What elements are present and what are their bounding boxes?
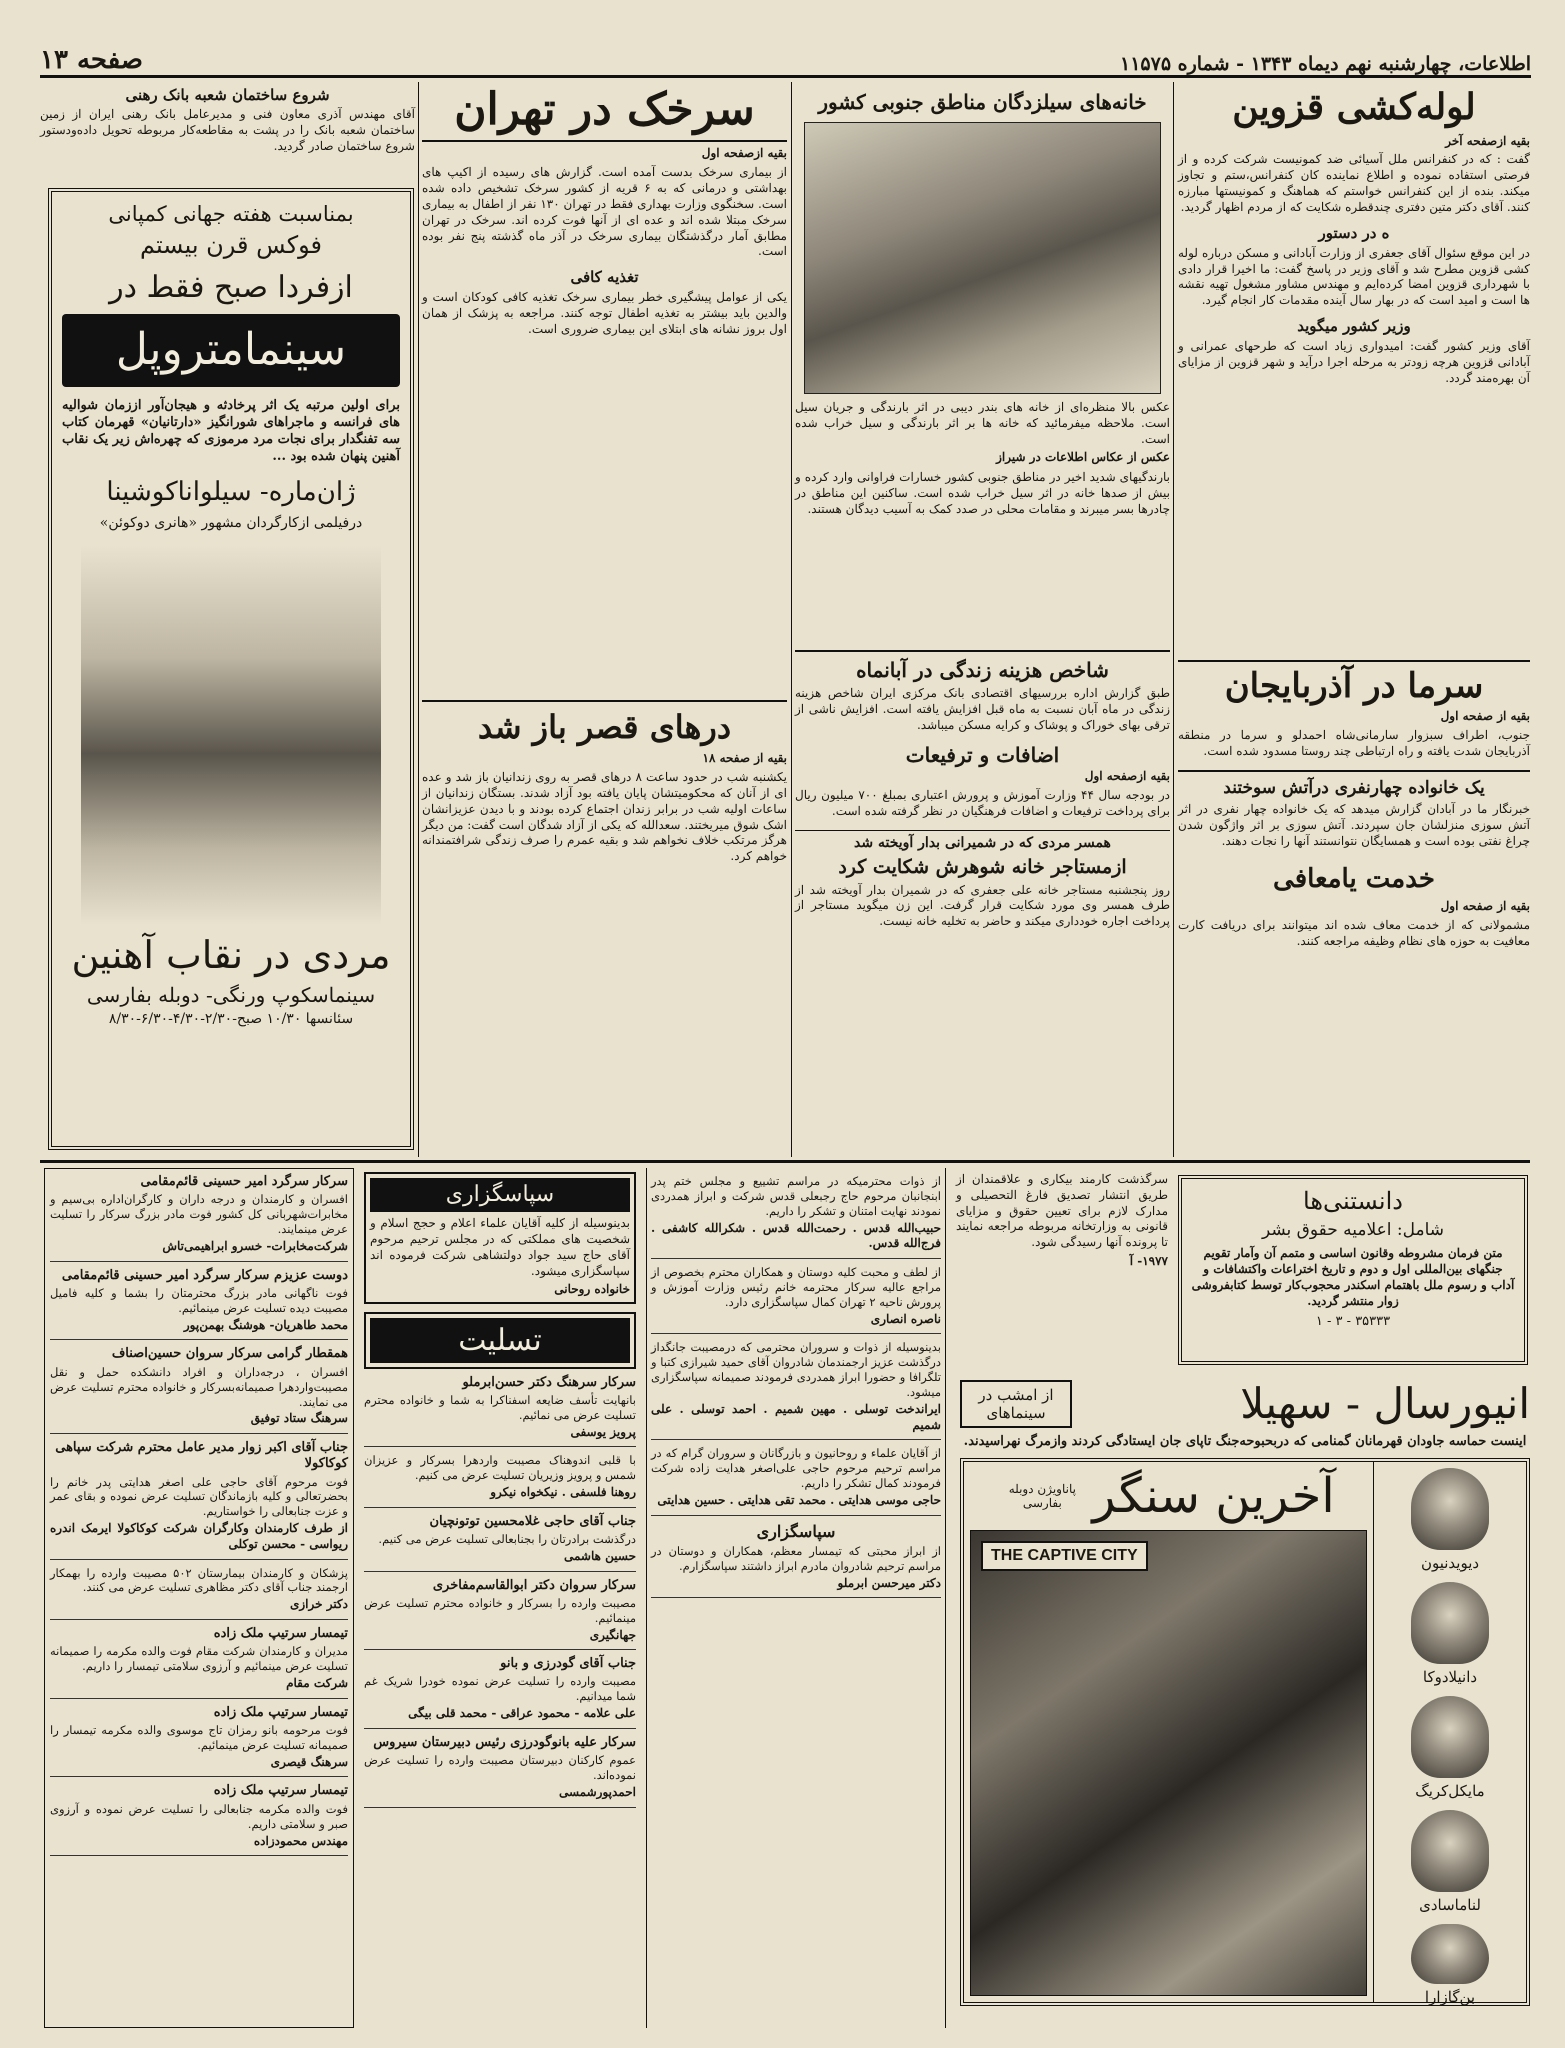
obit-item [651, 1446, 941, 1515]
actor-photo [1411, 1468, 1489, 1550]
ad-title: مردی در نقاب آهنین [71, 933, 391, 978]
ad-cinema [960, 1380, 1530, 2030]
exemption-intro: بقیه از صفحه اول [1440, 898, 1530, 913]
thanks-box [364, 1172, 636, 1304]
article-pipe [1178, 82, 1530, 682]
obit-signature: سرهنگ قیصری [270, 1754, 348, 1769]
section-divider [40, 1160, 1530, 1163]
obit-item [50, 1626, 348, 1699]
obit-body: با قلبی اندوهناک مصیبت واردهرا بسرکار و عزیزان شمس و پرویز وزیریان تسلیت عرض می کنیم. [364, 1453, 636, 1483]
obit-signature: حسین هاشمی [563, 1548, 636, 1563]
ad-line-1: بمناسبت هفته جهانی کمپانی [108, 202, 354, 226]
thanks-banner: سپاسگزاری [370, 1178, 630, 1212]
cinema-film-title: آخرین سنگر [1092, 1467, 1335, 1524]
obit-body: از لطف و محبت کلیه دوستان و همکاران محترم بخصوص از مراجع عالیه سرکار محترمه خانم رئیس وزارت آموزش و پرورش ناحیه ۲ تهران کمال سپاسگزاری دارد. [651, 1265, 941, 1309]
obit-signature: دکتر خرازی [289, 1597, 348, 1612]
actor-name: بن‌گازارا [1424, 1987, 1476, 2006]
obit-title: تیمسار سرتیپ ملک زاده [213, 1626, 348, 1641]
actor-name: دیوید‌نیون [1420, 1553, 1480, 1572]
obit-title: همقطار گرامی سرکار سروان حسین‌اصناف [111, 1346, 348, 1362]
thanks-signature: خانواده روحانی [554, 1281, 630, 1296]
obit-signature: روهنا فلسفی . نیکخواه نیکرو [490, 1485, 636, 1500]
subhead-wife: همسر مردی که در شمیرانی بدار آویخته شد [795, 830, 1170, 852]
obit-body: از آقایان علماء و روحانیون و بازرگانان و سروران گرام که در مراسم ترحیم مرحوم حاجی علی‌اصغر هدایت زاده شرکت فرمودند کمال تشکر را داریم. [651, 1446, 941, 1491]
pipe-intro: بقیه ازصفحه آخر [1445, 133, 1530, 148]
headline-tenant: ازمستاجر خانه شوهرش شکایت کرد [838, 855, 1127, 878]
headline-south: خانه‌های سیلزدگان مناطق جنوبی کشور [818, 90, 1147, 114]
obit-signature: شرکت‌مخابرات- خسرو ابراهیمی‌تاش [162, 1239, 348, 1254]
headline-raises: اضافات و ترفیعات [905, 743, 1060, 768]
obit-body: بانهایت تأسف ضایعه اسفناکرا به شما و خانواده محترم تسلیت عرض می نمائیم. [364, 1392, 636, 1422]
page-number: صفحه ۱۳ [40, 45, 143, 75]
ad-description: برای اولین مرتبه یک اثر پرخادثه و هیجان‌آور اززمان شوالیه های فرانسه و ماجراهای شورانگیز «دارتانیان» قهرمان کتاب سه تفنگدار برای نجات مرد مرموزی که چهره‌اش زیر یک نقاب آهنین پنهان شده بود ... [62, 397, 400, 465]
obit-signature: ایراندخت توسلی . مهین شمیم . احمد توسلی . علی شمیم [651, 1402, 941, 1432]
actor-photo [1411, 1924, 1489, 1984]
obit-item [364, 1578, 636, 1651]
obit-body: پزشکان و کارمندان بیمارستان ۵۰۲ مصیبت وارده را بهمکار ارجمند جناب آقای دکتر مظاهری تسلیت عرض می کنند. [50, 1565, 348, 1595]
obit-signature: پرویز یوسفی [570, 1424, 636, 1439]
obit-signature: حبیب‌الله قدس . رحمت‌الله قدس . شکرالله کاشفی . فرج‌الله قدس. [651, 1220, 941, 1251]
obit-title: دوست عزیزم سرکار سرگرد امیر حسینی قائم‌مقامی [61, 1267, 348, 1283]
measles-body-2: یکی از عوامل پیشگیری خطر بیماری سرخک تغذیه کافی کودکان است و والدین باید بیشتر به تغذیه اطفال توجه کنند. مراجعه به پزشک از همان اول بروز نشانه های ابتلای این بیماری ضروری است. [422, 290, 787, 336]
cinema-format: پاناویژن دوبله بفارسی [1008, 1481, 1076, 1510]
pipe-body-2: در این موقع سئوال آقای جعفری از وزارت آبادانی و مسکن درباره لوله کشی قزوین مطرح شد و آقای وزیر در پاسخ گفت: ما اخیرا قرار دادی با شهرداری قزوین امضا کرده‌ایم و مهندس مشاور مشغول تهیه نقشه ها است و امید است که در بهار سال آینده مقدمات کار انجام گیرد. [1178, 245, 1530, 308]
article-living-cost [795, 650, 1170, 1160]
living-cost-body: طبق گزارش اداره بررسیهای اقتصادی بانک مرکزی ایران شاخص هزینه زندگی در ماه آبان نسبت به ماه قبل افزایش یافته است. افزایش ناشی از ترقی بهای خوراک و پوشاک و کرایه مسکن میباشد. [795, 686, 1170, 732]
obit-signature: سرهنگ ستاد توفیق [250, 1411, 348, 1426]
obit-body: مصیبت وارده را بسرکار و خانواده محترم تسلیت عرض مینمائیم. [364, 1595, 636, 1625]
obit-body: عموم کارکنان دبیرستان مصیبت وارده را تسلیت عرض نموده‌اند. [364, 1753, 636, 1783]
obit-item [651, 1174, 941, 1259]
obit-title: جناب آقای اکبر زوار مدیر عامل محترم شرکت سپاهی کوکاکولا [55, 1440, 348, 1472]
qasr-intro: بقیه از صفحه ۱۸ [702, 751, 787, 766]
obit-signature: علی علامه - محمود عراقی - محمد قلی بیگی [408, 1706, 636, 1721]
obit-item [50, 1346, 348, 1434]
obit-signature: دکتر میرحسن ابرملو [837, 1575, 941, 1590]
obit-body: از ابراز محبتی که تیمسار معظم، همکاران و دوستان در مراسم ترحیم شادروان مادرم ابراز داشتند سپاسگزارم. [651, 1543, 941, 1573]
obit-signature: محمد طاهریان- هوشنگ بهمن‌پور [183, 1317, 348, 1332]
obit-item [50, 1566, 348, 1620]
pipe-subhead-1: ه در دستور [1318, 223, 1390, 242]
cast-column [1373, 1462, 1526, 2006]
book-phone: ۳۵۳۳۳ - ۳ - ۱ [1315, 1313, 1391, 1329]
flood-photo [804, 122, 1161, 394]
article-south [795, 82, 1170, 642]
fire-body: خبرنگار ما در آبادان گزارش میدهد که یک خانواده چهار نفری در اثر آتش سوزی منزلشان جان سپردند. آتش سوزی بر اثر واژگون شدن چراغ نفتی بوده است و همسایگان نتوانستند آنها را نجات دهند. [1178, 802, 1530, 848]
obit-title: تیمسار سرتیپ ملک زاده [213, 1783, 348, 1799]
headline-building: شروع ساختمان شعبه بانک رهنی [125, 86, 330, 104]
pipe-subhead-2: وزیر کشور میگوید [1297, 317, 1411, 336]
obit-signature: احمدپورشمسی [558, 1785, 636, 1800]
obit-body: مصیبت وارده را تسلیت عرض نموده خودرا شریک غم شما میدانیم. [364, 1674, 636, 1704]
obit-title: سرکار علیه بانوگودرزی رئیس دبیرستان سیروس [373, 1734, 636, 1750]
pipe-body-3: آقای وزیر کشور گفت: امیدواری زیاد است که طرحهای عمرانی و آبادانی قزوین هرچه زودتر به مرحله اجرا درآید و شهر قزوین از مزایای آن بهره‌مند گردد. [1178, 339, 1530, 385]
cinema-tagline: اینست حماسه جاودان قهرمانان گمنامی که دربحبوحه‌جنگ تاپای جان ایستادگی کردند وازمرگ نهراسیدند. [963, 1434, 1527, 1449]
obit-body: درگذشت برادرتان را بجنابعالی تسلیت عرض می کنیم. [378, 1531, 636, 1546]
obit-body: مدیران و کارمندان شرکت مقام فوت والده مکرمه را صمیمانه تسلیت عرض مینمائیم و آرزوی سلامتی تیمسار را داریم. [50, 1644, 348, 1674]
ad-showtimes: سئانسها ۱۰/۳۰ صبح-۲/۳۰-۴/۳۰-۶/۳۰-۸/۳۰ [108, 1011, 354, 1028]
obit-title: سپاسگزاری [756, 1521, 836, 1541]
ad-line-2: فوکس قرن بیستم [139, 231, 323, 260]
cinema-names: انیورسال - سهیلا [1240, 1378, 1530, 1428]
col-rule-2 [791, 82, 792, 1157]
obit-title: جناب آقای حاجی غلامحسین توتونچیان [429, 1513, 636, 1529]
obit-body: بدینوسیله از ذوات و سروران محترمی که درمصیبت جانگداز درگذشت عزیز ارجمندمان شادروان آقای حمید شیرازی کتبا و تلگرافا و حضورا ابراز همدردی فرمودند صمیمانه سپاسگزاری میشود. [651, 1340, 941, 1400]
raises-body: در بودجه سال ۴۴ وزارت آموزش و پرورش اعتباری بمبلغ ۷۰۰ میلیون ریال برای پرداخت ترفیعات و اضافات فرهنگیان در نظر گرفته شده است. [795, 788, 1170, 819]
qasr-body: یکشنبه شب در حدود ساعت ۸ درهای قصر به روی زندانیان باز شد و عده ای از آنان که محکومیتشان پایان یافته بود آزاد شدند. بستگان زندانیان از ساعات اولیه شب در برابر زندان اجتماع کرده بودند و با دیدن عزیزانشان اشک شوق میریختند. سعدالله که یکی از آزاد شدگان است گفت: من دیگر هرگز مرتکب خلاف نخواهم شد و بقیه عمرم را صرف زندگی شرافتمندانه خواهم کرد. [422, 770, 788, 864]
ad-format: سینماسکوپ ورنگی- دوبله بفارسی [86, 983, 376, 1008]
ad-stars: ژان‌ماره- سیلواناکوشینا [106, 477, 356, 508]
obit-item [651, 1522, 941, 1598]
measles-intro: بقیه ازصفحه اول [701, 146, 787, 161]
exemption-body: مشمولانی که از خدمت معاف شده اند میتوانند برای دریافت کارت معافیت به حوزه های نظام وظیفه مراجعه کنند. [1178, 917, 1530, 948]
poster-main [964, 1462, 1373, 2002]
ad-iron-mask [48, 188, 414, 1150]
ad-line-3: ازفردا صبح فقط در [109, 269, 353, 305]
legal-body: سرگذشت کارمند بیکاری و علاقمندان از طریق انتشار تصدیق فارغ التحصیلی و مدارک لازم برای تعیین حقوق و مزایای قانونی به وزارتخانه مربوطه مراجعه نمایند تا پرونده آنها رسیدگی شود. [956, 1172, 1168, 1250]
article-measles [422, 82, 787, 702]
thanks-body: بدینوسیله از کلیه آقایان علماء اعلام و حجج اسلام و شخصیت های مملکتی که در مجلس ترحیم مرحوم آقای حاج سید جواد دولتشاهی شرکت فرموده اند سپاسگزاری میشود. [370, 1216, 630, 1278]
obit-item [50, 1783, 348, 1856]
obit-item [364, 1453, 636, 1507]
cold-body: جنوب، اطراف سبزوار سارمانی‌شاه احمدلو و سرما در منطقه آذربایجان شدت یافته و راه ارتباطی چند روستا مسدود شده است. [1178, 728, 1530, 759]
headline-fire: یک خانواده چهارنفری درآتش سوختند [1178, 770, 1530, 798]
obit-item [651, 1340, 941, 1440]
flood-credit: عکس از عکاس اطلاعات در شیراز [996, 450, 1170, 465]
tenant-body: روز پنجشنبه مستاجر خانه علی جعفری که در شمیران بدار آویخته شد از طرف همسر وی مورد شکایت قرار گرفت. این زن میگوید مستاجر از پرداخت اجاره خودداری میکند و حاضر به تخلیه خانه نیست. [795, 882, 1170, 929]
book-subtitle: شامل: اعلامیه حقوق بشر [1261, 1219, 1445, 1240]
measles-subhead: تغذیه کافی [570, 268, 639, 287]
film-english-title: THE CAPTIVE CITY [981, 1541, 1148, 1571]
obit-title: تیمسار سرتیپ ملک زاده [213, 1704, 348, 1720]
headline-measles: سرخک در تهران [454, 84, 755, 135]
obit-item [50, 1440, 348, 1560]
headline-cold: سرما در آذربایجان [1224, 666, 1484, 706]
article-building [40, 82, 415, 172]
obit-title: سرکار سرگرد امیر حسینی قائم‌مقامی [140, 1174, 348, 1189]
ad-book [1178, 1175, 1528, 1365]
obit-body: از ذوات محترمیکه در مراسم تشییع و مجلس ختم پدر ابنجانبان مرحوم حاج رجبعلی قدس شرکت و ابراز همدردی نمودند نهایت امتنان و تشکر را داریم. [651, 1174, 941, 1218]
cold-intro: بقیه از صفحه اول [1440, 709, 1530, 724]
obit-signature: حاجی موسی هدایتی . محمد تقی هدایتی . حسین هدایتی [657, 1493, 941, 1508]
ad-director: درفیلمی ازکارگردان مشهور «هانری دوکوئن» [99, 514, 363, 531]
obit-body: افسران و کارمندان و درجه داران و کارگران‌اداره بی‌سیم و مخابرات‌شهربانی کل کشور فوت مادر بزرگ سرکار را تسلیت عرض مینمایند. [50, 1192, 348, 1237]
article-cold [1178, 660, 1530, 1160]
cinema-tag: از امشب در سینماهای [960, 1380, 1072, 1428]
book-title: دانستنی‌ها [1303, 1187, 1403, 1215]
condolence-banner-box [364, 1312, 636, 1369]
flood-caption: عکس بالا منظره‌ای از خانه های بندر دیبی در اثر بارندگی و جریان سیل است. ملاحظه میفرمائید که خانه ها بر اثر بارندگی و سیل خراب شده است. [795, 400, 1170, 446]
obit-body: فوت مرحوم آقای حاجی علی اصغر هدایتی پدر خانم را بحضرتعالی و کلیه بازماندگان تسلیت عرض نموده و بقای عمر و عزت جنابعالی را خواستاریم. [50, 1474, 348, 1519]
obit-body: فوت ناگهانی مادر بزرگ محترمتان را بشما و کلیه فامیل مصیبت دیده تسلیت عرض مینمائیم. [50, 1285, 348, 1315]
pipe-body: گفت : که در کنفرانس ملل آسیائی ضد کمونیست شرکت کرده و از فرصتی استفاده نموده و اطلاع نماینده کان کنفرانس،ستم و تجاوز میکند. بنده از این کنفرانس خواستم که هماهنگ و کمونیستها مبارزه کنند. آقای دکتر متین دفتری چندقطره شکایت که از مردم اظهار گردید. [1178, 152, 1530, 214]
legal-notice [952, 1168, 1172, 1368]
obit-item [50, 1705, 348, 1778]
obit-body: فوت والده مکرمه جنابعالی را تسلیت عرض نموده و آرزوی صبر و سلامتی داریم. [50, 1801, 348, 1831]
obit-item [364, 1735, 636, 1808]
measles-body: از بیماری سرخک بدست آمده است. گزارش های رسیده از اکیپ های بهداشتی و درمانی که به ۶ قریه از کشور سرخک تشخیص داده شده است. سخنگوی وزارت بهداری فقط در تهران ۱۳۰ نفر از اطفال به بیماری سرخک مبتلا شده اند و عده ای از آنها فوت کرده اند. سرخک در تهران مطابق آمار درگذشتگان بیماری سرخک در آذر ماه گذشته پنج نفر بوده است. [422, 165, 787, 259]
cinema-poster [960, 1458, 1530, 2006]
building-body: آقای مهندس آذری معاون فنی و مدیرعامل بانک رهنی ایران از زمین ساختمان شعبه بانک را در پشت به مقاطعه‌کار مربوطه تحویل داده‌ودستور شروع ساختمان صادر گردید. [40, 107, 415, 153]
obit-signature: شرکت مقام [286, 1676, 348, 1691]
headline-qasr: درهای قصر باز شد [477, 708, 732, 746]
obit-signature: مهندس محمودزاده [253, 1833, 348, 1848]
actor-name: دانیلادوکا [1422, 1667, 1478, 1686]
obit-item [50, 1174, 348, 1262]
headline-living-cost: شاخص هزینه زندگی در آبانماه [856, 658, 1109, 682]
actor-name: لناماسادی [1419, 1895, 1481, 1914]
obit-signature: ناصره انصاری [870, 1311, 941, 1326]
actor-photo [1411, 1810, 1489, 1892]
col-rule-1 [1173, 82, 1174, 1157]
raises-intro: بقیه ازصفحه اول [1084, 769, 1170, 784]
obit-item [364, 1656, 636, 1729]
cinema-name: سینمامتروپل [62, 314, 400, 387]
publication-line: اطلاعات، چهارشنبه نهم دیماه ۱۳۴۳ - شماره ۱۱۵۷۵ [1120, 53, 1531, 75]
obit-title: سرکار سرهنگ دکتر حسن‌ابرملو [462, 1374, 636, 1390]
article-qasr [422, 700, 787, 1160]
musketeer-illustration [81, 545, 381, 925]
obit-item [364, 1375, 636, 1448]
battle-scene-photo [970, 1530, 1367, 1995]
obituaries-right [646, 1168, 946, 2028]
obit-item [50, 1268, 348, 1341]
legal-signature: ۱۹۷۷- آ [1129, 1254, 1168, 1269]
col-rule-3 [418, 82, 419, 1157]
page-header [40, 38, 1531, 78]
actor-name: مایکل‌کریگ [1415, 1781, 1485, 1800]
obit-title: سرکار سروان دکتر ابوالقاسم‌مفاخری [432, 1577, 636, 1593]
obit-body: افسران ، درجه‌داران و افراد دانشکده حمل و نقل مصیبت‌واردهرا صمیمانه‌بسرکار و خانواده محترم تسلیت عرض می نمایند. [50, 1364, 348, 1409]
obit-title: جناب آقای گودرزی و بانو [500, 1656, 636, 1672]
flood-body: بارندگیهای شدید اخیر در مناطق جنوبی کشور خسارات فراوانی وارد کرده و بیش از صدها خانه در اثر سیل خراب شده است. ساکنین این مناطق در چادرها بسر میبرند و مقامات محلی در صدد کمک به آسیب دیدگان هستند. [795, 470, 1170, 516]
book-body: متن فرمان مشروطه وقانون اساسی و متمم آن وآمار تقویم جنگهای بین‌المللی اول و دوم و تاریخ اختراعات واکتشافات و آداب و رسوم ملل باهتمام اسکندر محجوب‌کار توسط کتابفروشی زوار منتشر گردید. [1191, 1246, 1515, 1308]
obit-signature: جهانگیری [589, 1627, 636, 1642]
obit-item [651, 1265, 941, 1334]
obituaries-middle [360, 1168, 640, 2028]
actor-photo [1411, 1696, 1489, 1778]
obit-signature: از طرف کارمندان وکارگران شرکت کوکاکولا ایرمک اندره ریواسی - محسن توکلی [50, 1521, 348, 1551]
actor-photo [1411, 1582, 1489, 1664]
obituaries-left [44, 1168, 354, 2028]
headline-exemption: خدمت یامعافی [1273, 863, 1435, 894]
obit-item [364, 1514, 636, 1572]
condolence-banner: تسلیت [370, 1318, 630, 1363]
headline-pipe: لوله‌کشی قزوین [1232, 86, 1476, 128]
obit-body: فوت مرحومه بانو رمزان تاج موسوی والده مکرمه تیمسار را صمیمانه تسلیت عرض مینمائیم. [50, 1722, 348, 1752]
